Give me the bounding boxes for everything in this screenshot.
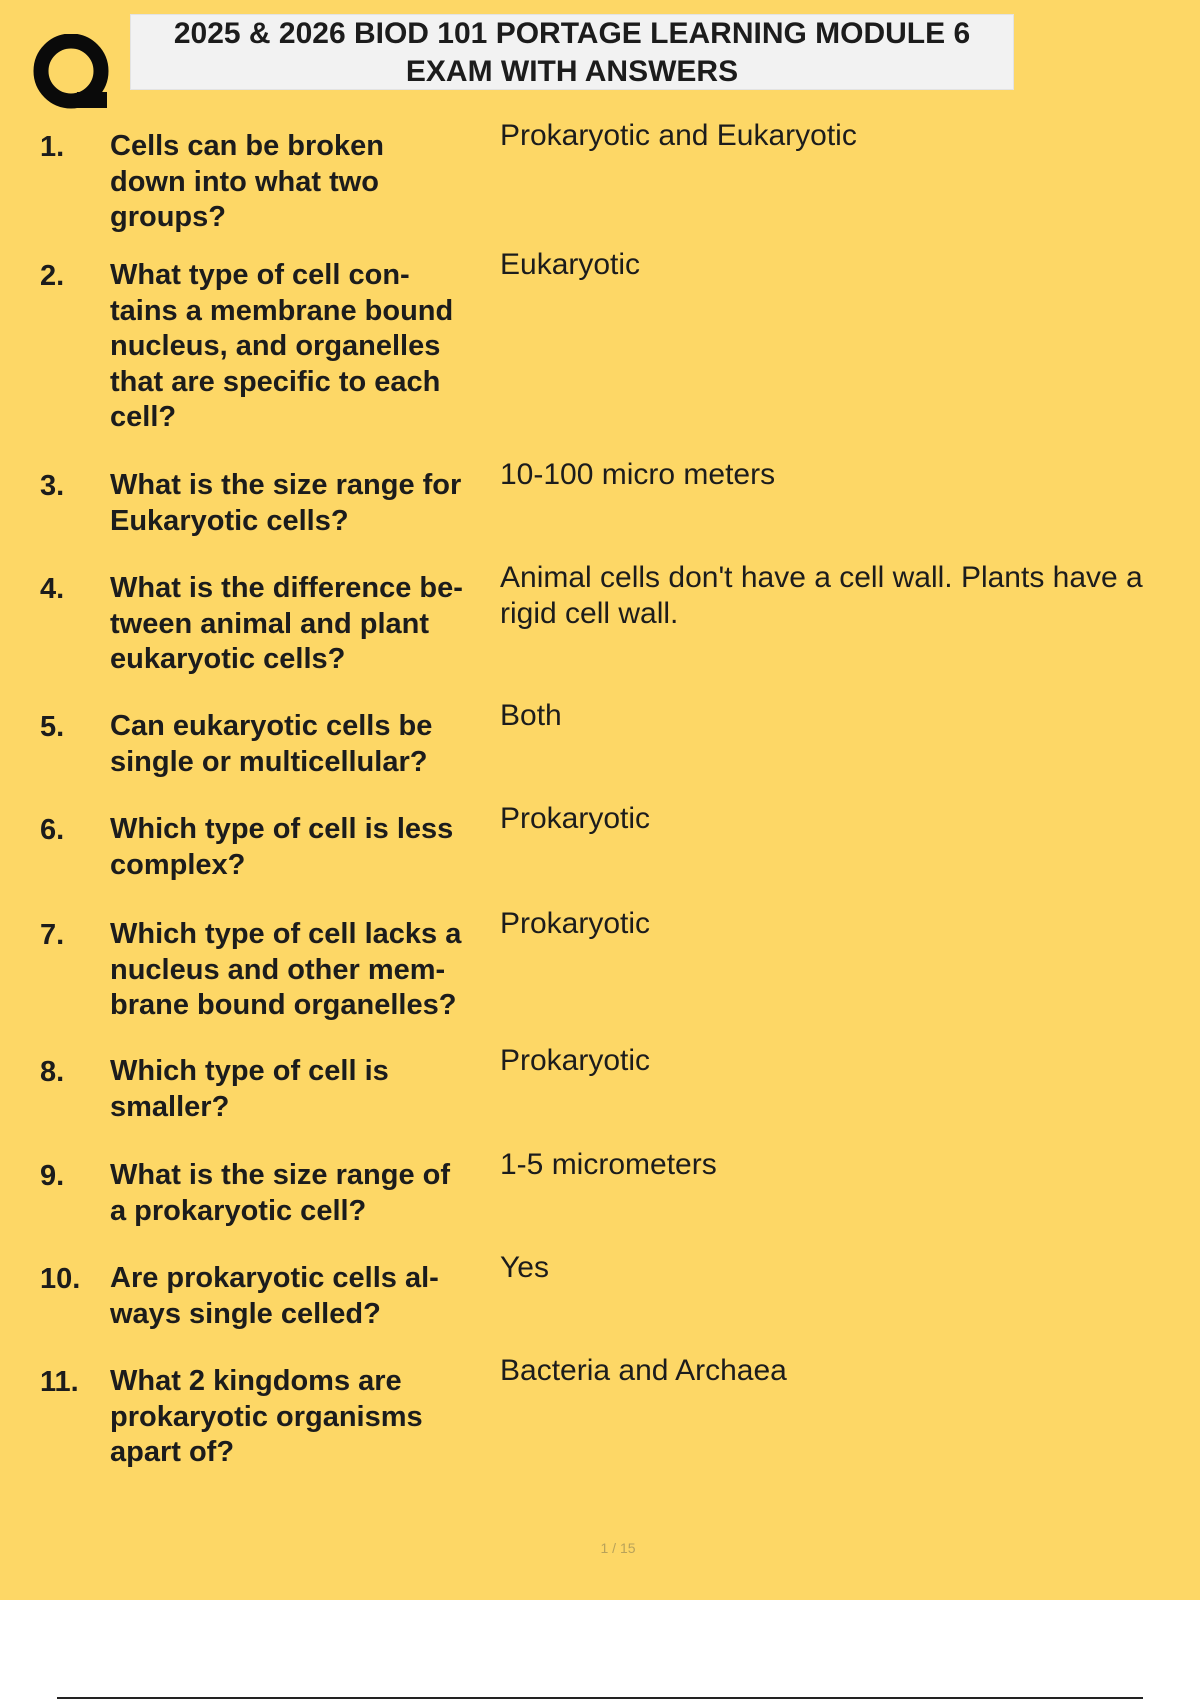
page-indicator: 1 / 15: [600, 1540, 636, 1556]
question-text: Cells can be broken down into what two groups?: [110, 130, 384, 233]
question-text: What type of cell con- tains a membrane bound nucleus, and organelles that are specific to each cell?: [110, 259, 454, 433]
question-number: 11.: [40, 1366, 79, 1398]
answer-text: Prokaryotic: [500, 907, 651, 940]
question-number: 8.: [40, 1056, 65, 1088]
answer-text: Prokaryotic: [500, 802, 651, 835]
question-text: Which type of cell is smaller?: [110, 1055, 389, 1123]
title-line-1: 2025 & 2026 BIOD 101 PORTAGE LEARNING MODULE 6: [173, 17, 971, 50]
answer-text: Prokaryotic and Eukaryotic: [500, 119, 857, 152]
answer-text: Bacteria and Archaea: [500, 1354, 787, 1387]
question-number: 7.: [40, 919, 65, 951]
answer-text: 1-5 micrometers: [500, 1148, 717, 1181]
page-divider: [57, 1697, 1143, 1699]
question-text: What 2 kingdoms are prokaryotic organisms apart of?: [110, 1365, 423, 1468]
question-number: 2.: [40, 260, 65, 292]
answer-text: Both: [500, 699, 562, 732]
question-number: 10.: [40, 1263, 81, 1295]
answer-text: 10-100 micro meters: [500, 458, 776, 491]
question-number: 1.: [40, 131, 65, 163]
question-text: Which type of cell is less complex?: [110, 813, 454, 881]
question-number: 3.: [40, 470, 65, 502]
question-text: Which type of cell lacks a nucleus and other mem- brane bound organelles?: [110, 918, 462, 1021]
question-text: Are prokaryotic cells al- ways single celled?: [110, 1262, 439, 1330]
answer-text: Eukaryotic: [500, 248, 641, 281]
question-number: 5.: [40, 711, 65, 743]
answer-text: Yes: [500, 1251, 549, 1284]
question-number: 9.: [40, 1160, 65, 1192]
question-text: What is the difference be- tween animal and plant eukaryotic cells?: [110, 572, 463, 675]
title-line-2: EXAM WITH ANSWERS: [405, 55, 739, 88]
answer-text: Prokaryotic: [500, 1044, 651, 1077]
answer-text: Animal cells don't have a cell wall. Plants have a rigid cell wall.: [500, 561, 1143, 630]
question-text: What is the size range for Eukaryotic cells?: [110, 469, 462, 537]
question-text: Can eukaryotic cells be single or multicellular?: [110, 710, 433, 778]
question-number: 4.: [40, 573, 65, 605]
question-number: 6.: [40, 814, 65, 846]
question-text: What is the size range of a prokaryotic cell?: [110, 1159, 450, 1227]
